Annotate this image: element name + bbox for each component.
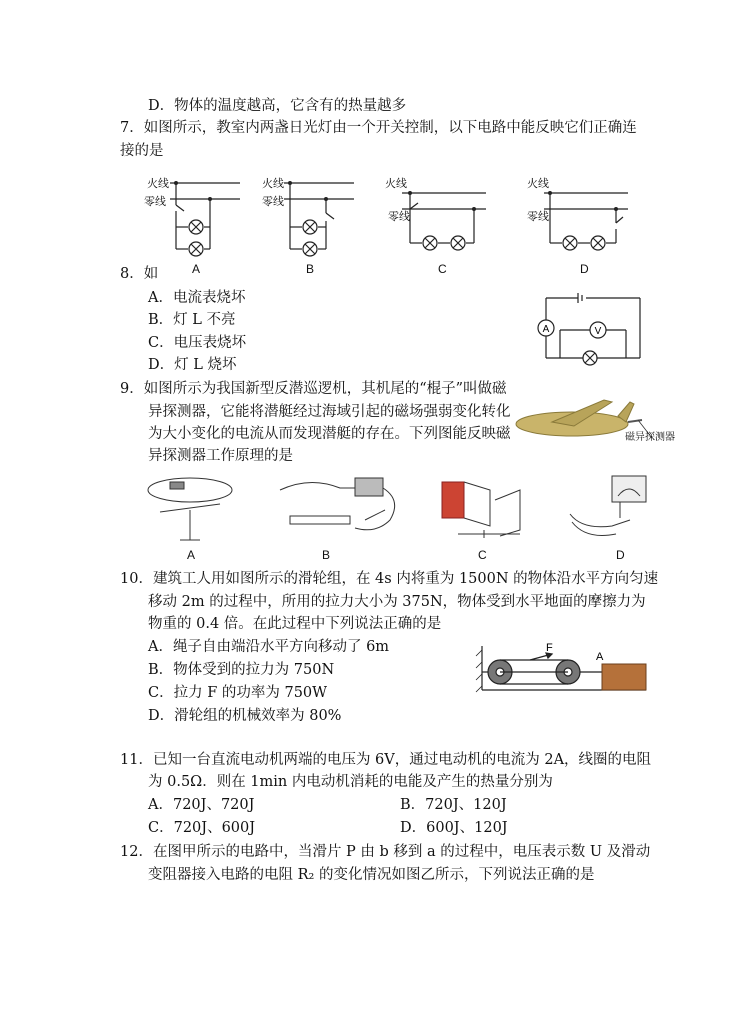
object-a-label: A: [596, 651, 604, 663]
q11-option-b: B．720J、120J: [400, 797, 507, 813]
q6-option-d: D．物体的温度越高，它含有的热量越多: [148, 98, 407, 114]
q9-figure-b-label: B: [322, 548, 331, 562]
q9-stem-line4: 异探测器工作原理的是: [148, 448, 293, 464]
q9-stem-line2: 异探测器，它能将潜艇经过海域引起的磁场强弱变化转化: [148, 404, 511, 420]
q8-option-b: B．灯 L 不亮: [148, 312, 236, 328]
q8-option-d: D．灯 L 烧坏: [148, 357, 237, 373]
circuit-c: [402, 193, 486, 250]
q7-c-live-label: 火线: [385, 178, 407, 190]
force-f-label: F: [546, 642, 553, 654]
q7-d-live-label: 火线: [527, 178, 549, 190]
q7-a-neutral-label: 零线: [144, 196, 166, 208]
q10-stem-line2: 移动 2m 的过程中，所用的拉力大小为 375N，物体受到水平地面的摩擦力为: [148, 594, 646, 610]
q10-option-b: B．物体受到的拉力为 750N: [148, 662, 335, 678]
q9-fig-d-magnet-galvanometer: [570, 476, 646, 536]
q10-stem-line3: 物重的 0.4 倍。在此过程中下列说法正确的是: [148, 616, 442, 632]
q7-d-neutral-label: 零线: [527, 211, 549, 223]
q9-fig-a-coil-compass: [148, 478, 232, 540]
q11-option-d: D．600J、120J: [400, 820, 508, 836]
q7-c-neutral-label: 零线: [388, 211, 410, 223]
q7-b-neutral-label: 零线: [262, 196, 284, 208]
q9-figure-a-label: A: [187, 548, 196, 562]
q7-stem-line1: 7．如图所示，教室内两盏日光灯由一个开关控制，以下电路中能反映它们正确连: [120, 120, 637, 136]
q7-figure-b-label: B: [306, 262, 315, 276]
q10-option-c: C．拉力 F 的功率为 750W: [148, 685, 328, 701]
circuit-a: [170, 183, 240, 256]
q8-stem: 8．如: [120, 266, 159, 282]
q9-option-figures: [140, 470, 660, 550]
q9-stem-line1: 9．如图所示为我国新型反潜巡逻机，其机尾的“棍子”叫做磁: [120, 381, 507, 397]
q9-fig-b-battery-rail: [280, 478, 395, 530]
q11-option-c: C．720J、600J: [148, 820, 256, 836]
q11-option-a: A．720J、720J: [148, 797, 255, 813]
q7-a-live-label: 火线: [147, 178, 169, 190]
q11-stem-line2: 为 0.5Ω．则在 1min 内电动机消耗的电能及产生的热量分别为: [148, 774, 553, 790]
q9-fig-c-magnet-motor: [442, 482, 520, 538]
q7-b-live-label: 火线: [262, 178, 284, 190]
q9-stem-line3: 为大小变化的电流从而发现潜艇的存在。下列图能反映磁: [148, 426, 511, 442]
q9-figure-d-label: D: [616, 548, 625, 562]
q8-circuit-figure: [530, 290, 650, 372]
q12-stem-line1: 12．在图甲所示的电路中，当滑片 P 由 b 移到 a 的过程中，电压表示数 U 及滑动: [120, 844, 651, 860]
plane-callout-label: 磁异探测器: [625, 432, 675, 443]
q10-option-a: A．绳子自由端沿水平方向移动了 6m: [148, 639, 390, 655]
ammeter-symbol: A: [542, 324, 550, 335]
q7-figure-c-label: C: [438, 262, 447, 276]
q11-stem-line1: 11．已知一台直流电动机两端的电压为 6V，通过电动机的电流为 2A，线圈的电阻: [120, 752, 652, 768]
q7-stem-line2: 接的是: [120, 143, 164, 159]
voltmeter-symbol: V: [594, 326, 602, 337]
q7-figure-a-label: A: [192, 262, 201, 276]
circuit-b: [284, 183, 354, 256]
q12-stem-line2: 变阻器接入电路的电阻 R₂ 的变化情况如图乙所示，下列说法正确的是: [148, 867, 595, 883]
q10-pulley-figure: [470, 640, 650, 698]
q9-figure-c-label: C: [478, 548, 487, 562]
q8-option-a: A．电流表烧坏: [148, 290, 246, 306]
q8-option-c: C．电压表烧坏: [148, 335, 247, 351]
q7-figure-d-label: D: [580, 262, 589, 276]
q10-option-d: D．滑轮组的机械效率为 80%: [148, 708, 342, 724]
q10-stem-line1: 10．建筑工人用如图所示的滑轮组，在 4s 内将重为 1500N 的物体沿水平方向匀速: [120, 571, 659, 587]
circuit-d: [544, 193, 628, 250]
